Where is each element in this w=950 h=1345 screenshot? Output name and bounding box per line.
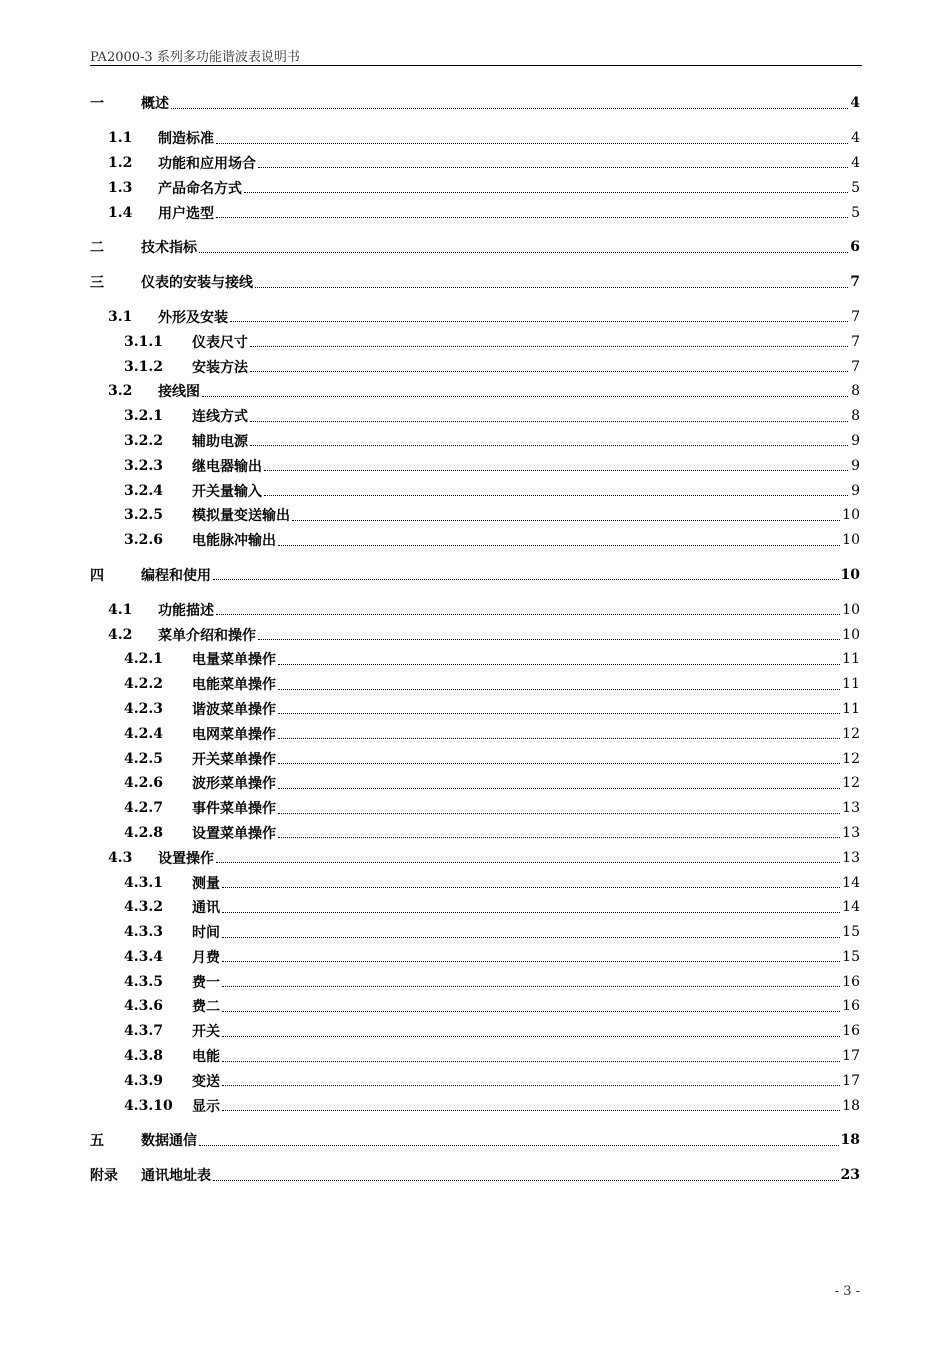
- toc-entry-number: 4.3.8: [124, 1048, 163, 1065]
- toc-entry-number: 4.3.10: [124, 1097, 173, 1114]
- toc-entry-number: 4.3.2: [124, 899, 163, 916]
- toc-dot-leader: [258, 639, 840, 640]
- toc-entry[interactable]: [90, 478, 860, 503]
- toc-entry[interactable]: [90, 597, 860, 622]
- toc-entry-page: 4: [850, 95, 860, 112]
- toc-dot-leader: [278, 545, 840, 546]
- toc-entry-page: 10: [842, 601, 860, 618]
- toc-entry[interactable]: [90, 453, 860, 478]
- toc-entry-number: 三: [90, 275, 104, 292]
- page-number: - 3 -: [834, 1284, 860, 1299]
- toc-dot-leader: [244, 192, 848, 193]
- toc-entry-number: 4.2.5: [124, 750, 163, 767]
- toc-entry-title: 费二: [192, 999, 220, 1016]
- toc-entry[interactable]: [90, 870, 860, 895]
- toc-dot-leader: [264, 495, 848, 496]
- toc-entry[interactable]: [90, 895, 860, 920]
- toc-entry-title: 电能脉冲输出: [192, 533, 276, 550]
- toc-entry-page: 7: [850, 274, 860, 291]
- toc-dot-leader: [278, 813, 840, 814]
- toc-entry-number: 3.1.2: [124, 358, 163, 375]
- toc-entry[interactable]: [90, 151, 860, 176]
- toc-entry-number: 3.2.6: [124, 532, 163, 549]
- toc-entry-number: 4.2.6: [124, 775, 163, 792]
- toc-entry[interactable]: [90, 91, 860, 116]
- toc-dot-leader: [250, 445, 848, 446]
- toc-entry[interactable]: [90, 1163, 860, 1188]
- toc-entry-page: 13: [842, 800, 860, 817]
- toc-dot-leader: [222, 1011, 840, 1012]
- toc-entry-title: 电能: [192, 1049, 220, 1066]
- toc-entry[interactable]: [90, 235, 860, 260]
- toc-entry[interactable]: [90, 379, 860, 404]
- toc-entry-number: 3.2.4: [124, 482, 163, 499]
- toc-entry-page: 17: [842, 1072, 860, 1089]
- toc-dot-leader: [250, 421, 848, 422]
- toc-entry-title: 产品命名方式: [158, 180, 242, 197]
- toc-entry[interactable]: [90, 771, 860, 796]
- toc-entry-number: 二: [90, 240, 104, 257]
- toc-dot-leader: [222, 986, 840, 987]
- toc-entry-page: 12: [842, 750, 860, 767]
- toc-entry-page: 9: [851, 432, 860, 449]
- toc-entry-page: 13: [842, 824, 860, 841]
- toc-dot-leader: [255, 287, 848, 288]
- toc-dot-leader: [216, 217, 848, 218]
- toc-entry-page: 15: [842, 924, 860, 941]
- toc-dot-leader: [216, 614, 840, 615]
- toc-entry-page: 5: [851, 204, 860, 221]
- toc-entry[interactable]: [90, 796, 860, 821]
- toc-dot-leader: [216, 862, 840, 863]
- toc-entry-title: 设置菜单操作: [192, 825, 276, 842]
- page-header: [90, 46, 862, 66]
- toc-entry-title: 费一: [192, 974, 220, 991]
- toc-dot-leader: [222, 1110, 840, 1111]
- toc-entry-page: 7: [851, 358, 860, 375]
- toc-entry-page: 14: [842, 874, 860, 891]
- toc-entry-page: 14: [842, 899, 860, 916]
- toc-entry-title: 通讯地址表: [141, 1168, 211, 1185]
- toc-entry-page: 8: [851, 383, 860, 400]
- toc-dot-leader: [278, 713, 840, 714]
- toc-entry[interactable]: [90, 305, 860, 330]
- toc-entry-page: 15: [842, 948, 860, 965]
- table-of-contents: [90, 91, 860, 1188]
- toc-entry[interactable]: [90, 647, 860, 672]
- toc-entry-title: 模拟量变送输出: [192, 508, 290, 525]
- toc-entry-page: 23: [840, 1167, 860, 1184]
- toc-entry-title: 技术指标: [141, 240, 197, 257]
- toc-entry-number: 附录: [90, 1168, 118, 1185]
- toc-entry-title: 通讯: [192, 900, 220, 917]
- toc-entry-number: 4.2: [108, 626, 133, 643]
- toc-entry-title: 功能描述: [158, 602, 214, 619]
- toc-entry-title: 开关: [192, 1024, 220, 1041]
- toc-dot-leader: [278, 788, 840, 789]
- toc-entry-title: 外形及安装: [158, 309, 228, 326]
- toc-entry-number: 4.2.1: [124, 651, 163, 668]
- toc-dot-leader: [213, 579, 839, 580]
- toc-dot-leader: [216, 143, 848, 144]
- toc-entry-number: 4.3.9: [124, 1072, 163, 1089]
- toc-entry[interactable]: [90, 1068, 860, 1093]
- toc-entry-page: 16: [842, 998, 860, 1015]
- toc-entry-title: 概述: [141, 96, 169, 113]
- toc-entry-number: 3.2.1: [124, 408, 163, 425]
- toc-entry-page: 4: [851, 154, 860, 171]
- toc-entry-title: 电量菜单操作: [192, 652, 276, 669]
- toc-dot-leader: [278, 837, 840, 838]
- toc-entry[interactable]: [90, 697, 860, 722]
- toc-dot-leader: [171, 108, 848, 109]
- toc-entry[interactable]: [90, 270, 860, 295]
- toc-entry-page: 10: [840, 566, 860, 583]
- toc-entry[interactable]: [90, 429, 860, 454]
- toc-entry-title: 月费: [192, 949, 220, 966]
- toc-entry-title: 电网菜单操作: [192, 726, 276, 743]
- toc-entry-page: 16: [842, 973, 860, 990]
- toc-entry-page: 10: [842, 626, 860, 643]
- toc-dot-leader: [202, 396, 848, 397]
- toc-dot-leader: [278, 738, 840, 739]
- toc-entry[interactable]: [90, 1093, 860, 1118]
- toc-entry-number: 4.3: [108, 849, 133, 866]
- toc-entry[interactable]: [90, 404, 860, 429]
- toc-entry-page: 11: [842, 651, 860, 668]
- toc-entry-title: 仪表的安装与接线: [141, 275, 253, 292]
- toc-entry[interactable]: [90, 845, 860, 870]
- toc-entry-number: 1.2: [108, 154, 133, 171]
- toc-entry-title: 继电器输出: [192, 458, 262, 475]
- toc-entry-number: 4.3.5: [124, 973, 163, 990]
- toc-entry[interactable]: [90, 622, 860, 647]
- toc-entry[interactable]: [90, 354, 860, 379]
- toc-entry-title: 仪表尺寸: [192, 334, 248, 351]
- toc-entry-page: 7: [851, 308, 860, 325]
- toc-entry-page: 12: [842, 725, 860, 742]
- toc-entry[interactable]: [90, 945, 860, 970]
- toc-entry-title: 开关菜单操作: [192, 751, 276, 768]
- toc-dot-leader: [250, 371, 848, 372]
- toc-entry-title: 连线方式: [192, 409, 248, 426]
- toc-entry-number: 3.2: [108, 383, 133, 400]
- toc-entry-page: 18: [840, 1132, 860, 1149]
- toc-entry-title: 功能和应用场合: [158, 155, 256, 172]
- toc-dot-leader: [199, 1145, 839, 1146]
- toc-entry-number: 4.3.6: [124, 998, 163, 1015]
- toc-entry-title: 事件菜单操作: [192, 801, 276, 818]
- toc-entry-number: 4.2.8: [124, 824, 163, 841]
- toc-dot-leader: [213, 1180, 839, 1181]
- toc-entry[interactable]: [90, 672, 860, 697]
- toc-entry-page: 18: [842, 1097, 860, 1114]
- toc-dot-leader: [222, 937, 840, 938]
- toc-entry[interactable]: [90, 969, 860, 994]
- toc-entry-page: 5: [851, 179, 860, 196]
- toc-entry-title: 编程和使用: [141, 567, 211, 584]
- toc-entry-number: 3.2.2: [124, 432, 163, 449]
- toc-entry-page: 7: [851, 333, 860, 350]
- toc-dot-leader: [278, 664, 840, 665]
- toc-entry-number: 3.2.5: [124, 507, 163, 524]
- toc-entry[interactable]: [90, 200, 860, 225]
- toc-entry-page: 9: [851, 482, 860, 499]
- toc-entry-title: 设置操作: [158, 850, 214, 867]
- toc-entry[interactable]: [90, 175, 860, 200]
- toc-dot-leader: [264, 470, 848, 471]
- toc-entry-number: 4.3.3: [124, 924, 163, 941]
- toc-entry-number: 4.2.4: [124, 725, 163, 742]
- toc-dot-leader: [222, 1036, 840, 1037]
- toc-entry-title: 数据通信: [141, 1133, 197, 1150]
- toc-entry-page: 11: [842, 676, 860, 693]
- toc-entry-title: 辅助电源: [192, 433, 248, 450]
- toc-entry-number: 1.4: [108, 204, 133, 221]
- toc-entry[interactable]: [90, 1044, 860, 1069]
- toc-entry-page: 8: [851, 408, 860, 425]
- toc-entry[interactable]: [90, 746, 860, 771]
- toc-dot-leader: [222, 961, 840, 962]
- toc-dot-leader: [199, 252, 848, 253]
- toc-entry[interactable]: [90, 563, 860, 588]
- toc-dot-leader: [278, 689, 840, 690]
- toc-entry-number: 4.3.7: [124, 1023, 163, 1040]
- toc-entry-number: 一: [90, 96, 104, 113]
- toc-entry-title: 制造标准: [158, 131, 214, 148]
- toc-dot-leader: [258, 167, 848, 168]
- toc-entry-page: 6: [850, 239, 860, 256]
- toc-dot-leader: [222, 1085, 840, 1086]
- toc-entry-page: 4: [851, 130, 860, 147]
- toc-entry-title: 开关量输入: [192, 483, 262, 500]
- toc-entry-number: 4.1: [108, 601, 133, 618]
- toc-entry-number: 五: [90, 1133, 104, 1150]
- toc-entry-title: 变送: [192, 1073, 220, 1090]
- toc-entry[interactable]: [90, 329, 860, 354]
- toc-entry-title: 电能菜单操作: [192, 677, 276, 694]
- toc-dot-leader: [250, 346, 848, 347]
- toc-entry-title: 显示: [192, 1098, 220, 1115]
- toc-entry-number: 4.2.2: [124, 676, 163, 693]
- toc-entry-title: 测量: [192, 875, 220, 892]
- toc-entry-page: 17: [842, 1048, 860, 1065]
- toc-entry-number: 4.2.3: [124, 700, 163, 717]
- toc-dot-leader: [292, 520, 840, 521]
- toc-entry-number: 3.2.3: [124, 457, 163, 474]
- toc-entry-number: 1.1: [108, 130, 133, 147]
- toc-entry-number: 四: [90, 567, 104, 584]
- toc-entry-number: 3.1.1: [124, 333, 163, 350]
- toc-entry-page: 11: [842, 700, 860, 717]
- toc-entry-page: 10: [842, 532, 860, 549]
- toc-entry[interactable]: [90, 1128, 860, 1153]
- toc-entry-title: 时间: [192, 925, 220, 942]
- toc-dot-leader: [230, 321, 848, 322]
- toc-entry-page: 13: [842, 849, 860, 866]
- toc-entry-title: 接线图: [158, 384, 200, 401]
- toc-entry[interactable]: [90, 503, 860, 528]
- toc-dot-leader: [222, 912, 840, 913]
- toc-dot-leader: [222, 1061, 840, 1062]
- toc-entry-number: 1.3: [108, 179, 133, 196]
- toc-entry-title: 安装方法: [192, 359, 248, 376]
- toc-entry[interactable]: [90, 821, 860, 846]
- toc-entry[interactable]: [90, 126, 860, 151]
- toc-entry-number: 4.2.7: [124, 800, 163, 817]
- toc-entry[interactable]: [90, 721, 860, 746]
- toc-dot-leader: [222, 887, 840, 888]
- toc-entry-page: 9: [851, 457, 860, 474]
- toc-entry[interactable]: [90, 528, 860, 553]
- toc-entry-title: 用户选型: [158, 205, 214, 222]
- toc-entry-page: 16: [842, 1023, 860, 1040]
- toc-dot-leader: [278, 763, 840, 764]
- toc-entry[interactable]: [90, 1019, 860, 1044]
- toc-entry-title: 谐波菜单操作: [192, 701, 276, 718]
- toc-entry-title: 菜单介绍和操作: [158, 627, 256, 644]
- toc-entry[interactable]: [90, 920, 860, 945]
- toc-entry-number: 4.3.1: [124, 874, 163, 891]
- toc-entry-number: 3.1: [108, 308, 133, 325]
- toc-entry-page: 12: [842, 775, 860, 792]
- toc-entry-page: 10: [842, 507, 860, 524]
- header-title: PA2000-3 系列多功能谐波表说明书: [90, 50, 300, 65]
- toc-entry-title: 波形菜单操作: [192, 776, 276, 793]
- toc-entry-number: 4.3.4: [124, 948, 163, 965]
- toc-entry[interactable]: [90, 994, 860, 1019]
